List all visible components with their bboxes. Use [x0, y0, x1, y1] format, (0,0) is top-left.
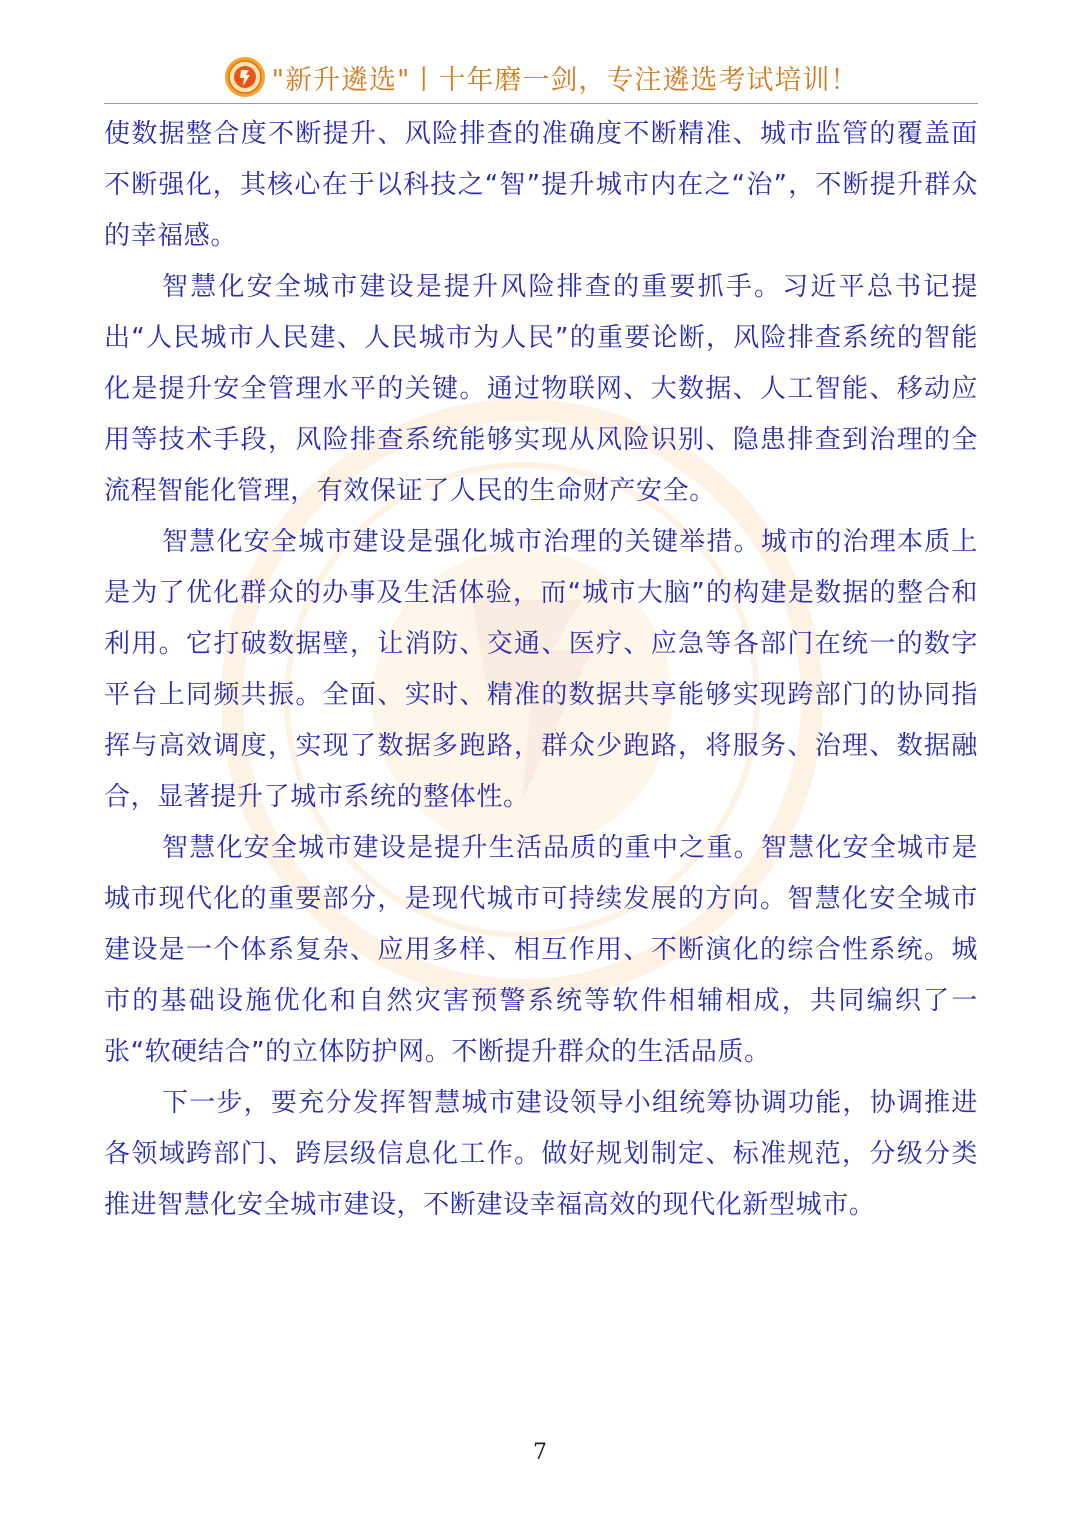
paragraph-city-governance: 智慧化安全城市建设是强化城市治理的关键举措。城市的治理本质上是为了优化群众的办事及生活体验，而“城市大脑”的构建是数据的整合和利用。它打破数据壁，让消防、交通、医疗、应急等各部门在统一的数字平台上同频共振。全面、实时、精准的数据共享能够实现跨部门的协同指挥与高效调度，实现了数据多跑路，群众少跑路，将服务、治理、数据融合，显著提升了城市系统的整体性。	[104, 527, 978, 812]
article-body	[104, 109, 978, 1231]
header-title: "新升遴选"丨十年磨一剑，专注遴选考试培训！	[271, 64, 859, 96]
paragraph-next-steps: 下一步，要充分发挥智慧城市建设领导小组统筹协调功能，协调推进各领域跨部门、跨层级信息化工作。做好规划制定、标准规范，分级分类推进智慧化安全城市建设，不断建设幸福高效的现代化新型城市。	[104, 1088, 978, 1220]
header-divider	[104, 103, 978, 104]
document-header	[104, 50, 978, 104]
seal-logo-icon	[224, 56, 266, 98]
paragraph-quality-of-life: 智慧化安全城市建设是提升生活品质的重中之重。智慧化安全城市是城市现代化的重要部分，是现代城市可持续发展的方向。智慧化安全城市建设是一个体系复杂、应用多样、相互作用、不断演化的综合性系统。城市的基础设施优化和自然灾害预警系统等软件相辅相成，共同编织了一张“软硬结合”的立体防护网。不断提升群众的生活品质。	[104, 833, 978, 1067]
paragraph-continuation: 使数据整合度不断提升、风险排查的准确度不断精准、城市监管的覆盖面不断强化，其核心在于以科技之“智”提升城市内在之“治”，不断提升群众的幸福感。	[104, 119, 978, 251]
paragraph-risk-screening: 智慧化安全城市建设是提升风险排查的重要抓手。习近平总书记提出“人民城市人民建、人民城市为人民”的重要论断，风险排查系统的智能化是提升安全管理水平的关键。通过物联网、大数据、人工智能、移动应用等技术手段，风险排查系统能够实现从风险识别、隐患排查到治理的全流程智能化管理，有效保证了人民的生命财产安全。	[104, 272, 978, 506]
page-number: 7	[533, 1440, 547, 1465]
